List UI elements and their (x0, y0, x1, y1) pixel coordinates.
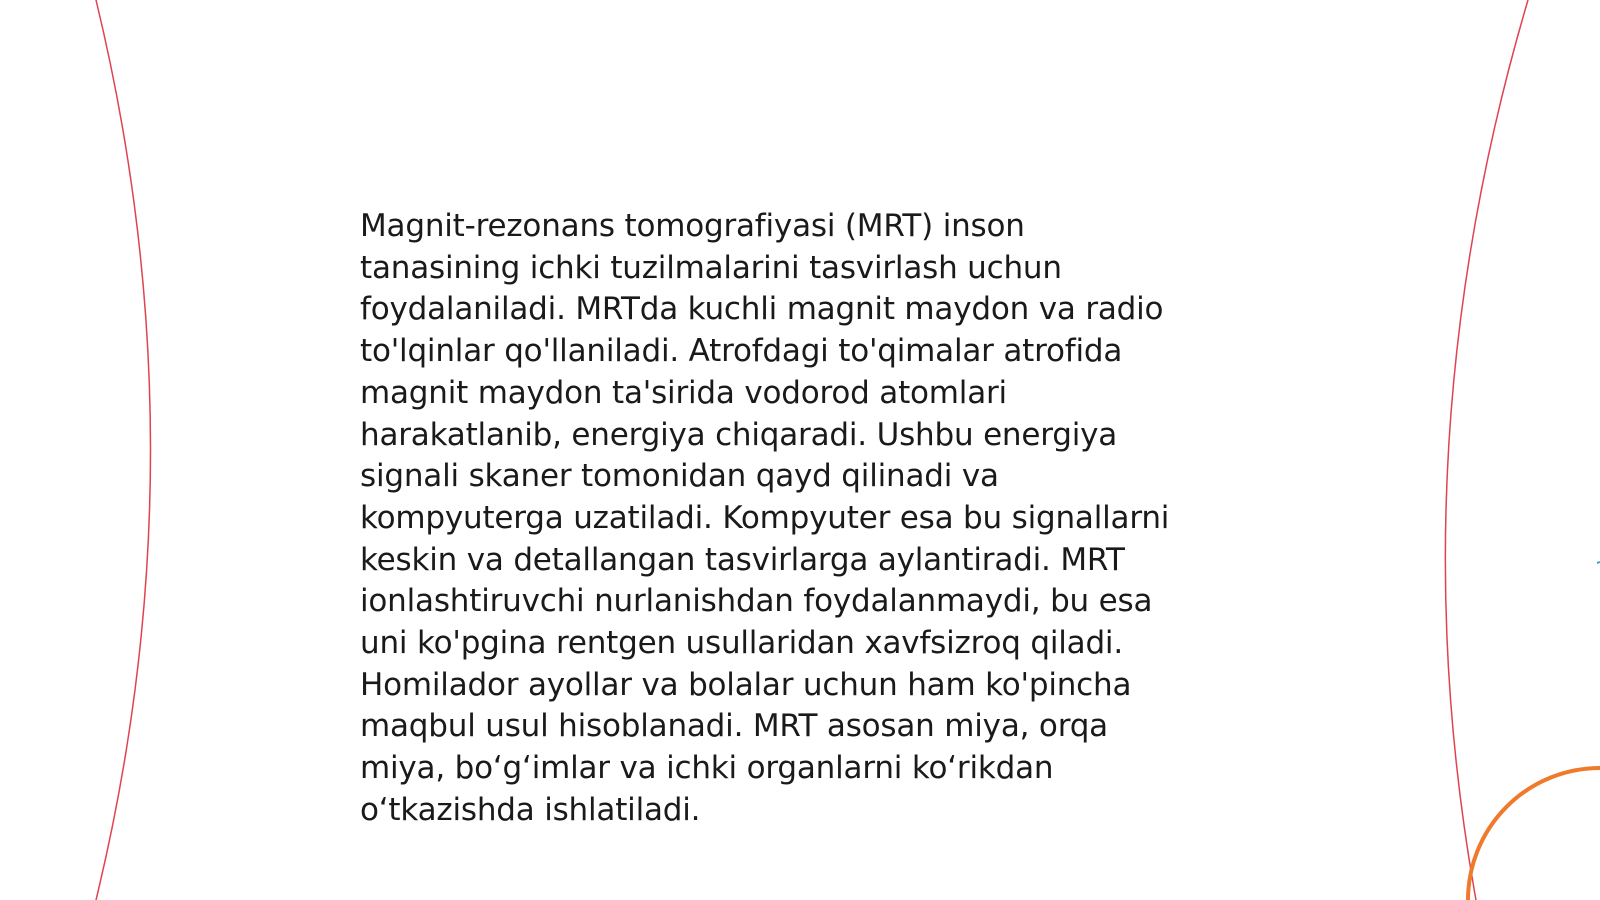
paragraph-line: harakatlanib, energiya chiqaradi. Ushbu energiya (360, 416, 1118, 453)
right-arc-line (1445, 0, 1528, 900)
paragraph-line: kompyuterga uzatiladi. Kompyuter esa bu signallarni (360, 499, 1170, 536)
paragraph-line: to'lqinlar qo'llaniladi. Atrofdagi to'qimalar atrofida (360, 333, 1123, 370)
paragraph-line: o‘tkazishda ishlatiladi. (360, 791, 701, 828)
paragraph-line: Homilador ayollar va bolalar uchun ham ko'pincha (360, 666, 1132, 703)
paragraph-line: keskin va detallangan tasvirlarga aylantiradi. MRT (360, 541, 1125, 578)
paragraph-line: foydalaniladi. MRTda kuchli magnit maydon va radio (360, 291, 1164, 328)
paragraph-line: signali skaner tomonidan qayd qilinadi va (360, 458, 999, 495)
body-paragraph (360, 206, 1240, 832)
paragraph-line: maqbul usul hisoblanadi. MRT asosan miya, orqa (360, 708, 1108, 745)
paragraph-line: miya, bo‘g‘imlar va ichki organlarni ko‘rikdan (360, 750, 1054, 787)
paragraph-line: tanasining ichki tuzilmalarini tasvirlash uchun (360, 249, 1062, 286)
orange-circle-outline (1468, 768, 1600, 900)
left-arc-line (96, 0, 151, 900)
paragraph-line: uni ko'pgina rentgen usullaridan xavfsizroq qiladi. (360, 625, 1123, 662)
paragraph-line: ionlashtiruvchi nurlanishdan foydalanmaydi, bu esa (360, 583, 1153, 620)
paragraph-line: magnit maydon ta'sirida vodorod atomlari (360, 374, 1007, 411)
paragraph-line: Magnit-rezonans tomografiyasi (MRT) inson (360, 208, 1025, 244)
